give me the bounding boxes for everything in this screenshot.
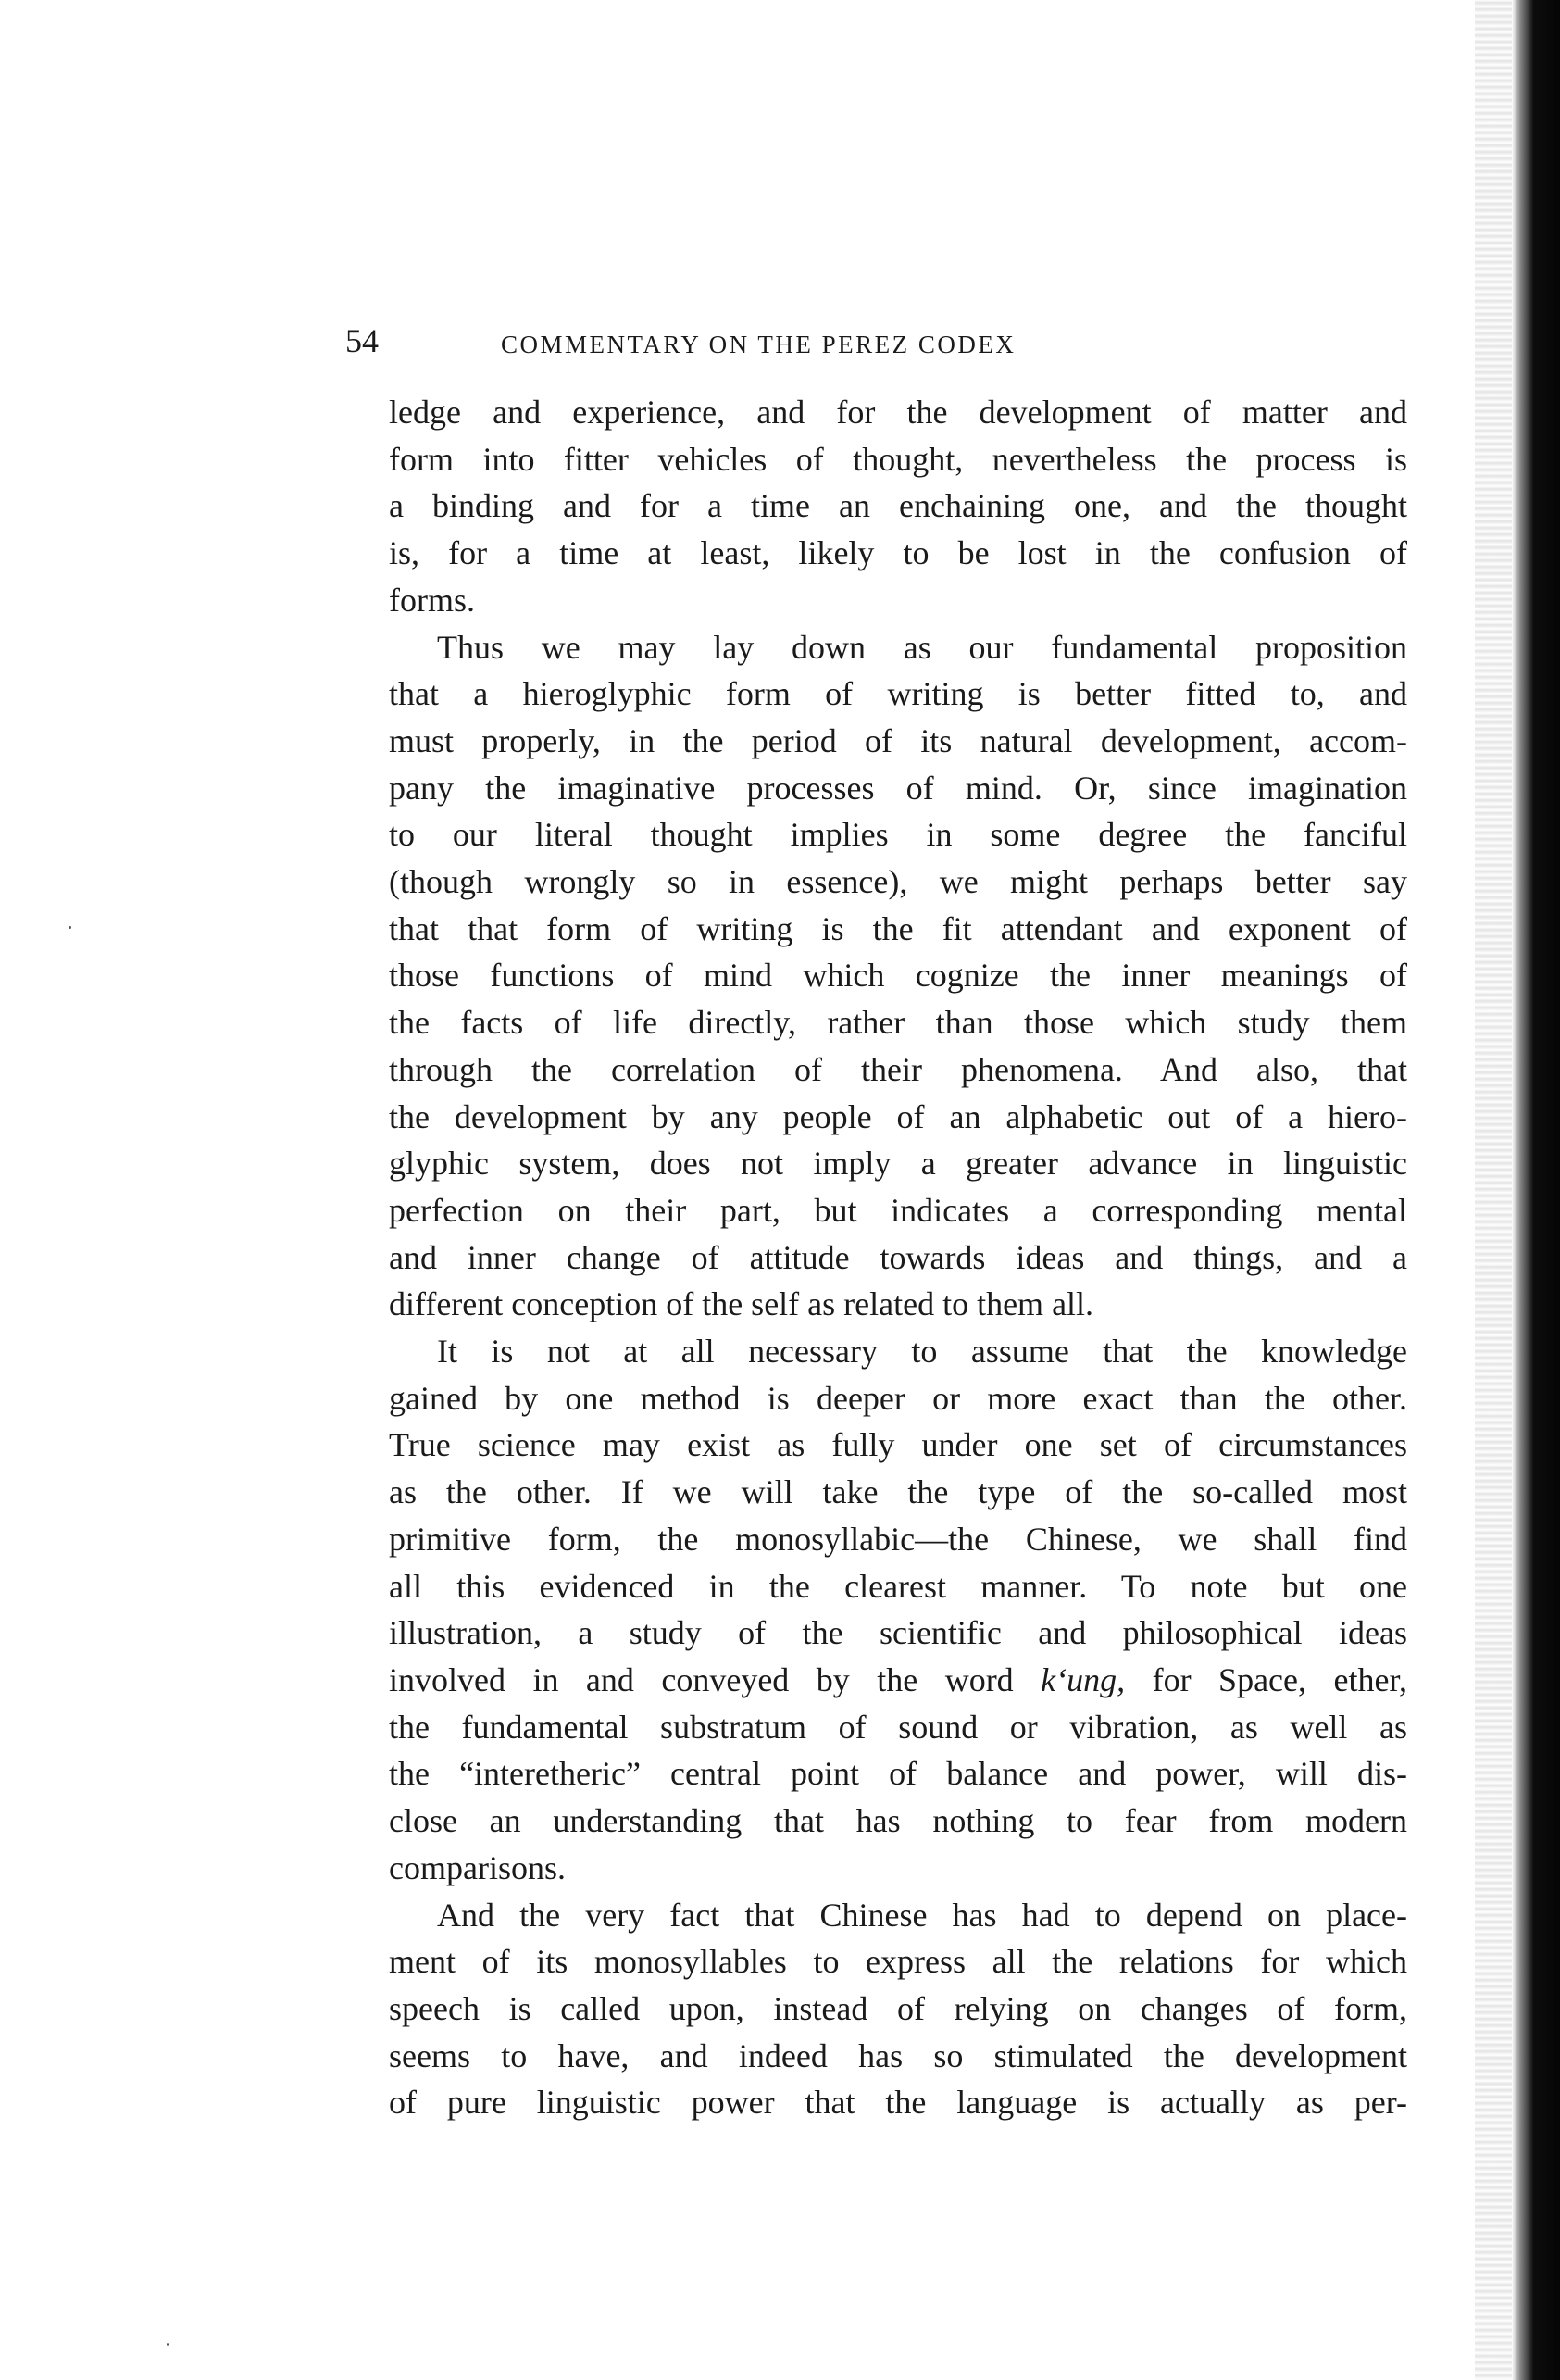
text-line: the fundamental substratum of sound or vibration, as well as — [389, 1708, 1407, 1746]
book-binding-edge — [1512, 0, 1560, 2380]
text-line: forms. — [389, 581, 475, 619]
text-line-kung — [389, 1657, 1407, 1704]
text-line: pany the imaginative processes of mind. Or, since imagination — [389, 769, 1407, 807]
text-line: that that form of writing is the fit attendant and exponent of — [389, 909, 1407, 947]
text-line: speech is called upon, instead of relying on changes of form, — [389, 1989, 1407, 2027]
text-line: It is not at all necessary to assume that the knowledge — [437, 1333, 1407, 1371]
text-line: ment of its monosyllables to express all the relations for which — [389, 1943, 1407, 1981]
text-line: through the correlation of their phenomena. And also, that — [389, 1050, 1407, 1088]
text-line: that a hieroglyphic form of writing is better fitted to, and — [389, 675, 1407, 713]
text-segment: involved in and conveyed by the word — [389, 1660, 1042, 1698]
text-line: gained by one method is deeper or more exact than the other. — [389, 1379, 1407, 1417]
page-number: 54 — [345, 322, 379, 359]
text-line: Thus we may lay down as our fundamental proposition — [437, 628, 1407, 666]
text-line: primitive form, the monosyllabic—the Chinese, we shall find — [389, 1520, 1407, 1558]
text-line: is, for a time at least, likely to be lost in the confusion of — [389, 534, 1407, 572]
text-line: of pure linguistic power that the language is actually as per- — [389, 2084, 1407, 2122]
text-line: different conception of the self as related to them all. — [389, 1285, 1094, 1323]
binding-shadow — [1475, 0, 1512, 2380]
running-head: COMMENTARY ON THE PEREZ CODEX — [501, 331, 1017, 358]
text-line: as the other. If we will take the type of the so-called most — [389, 1473, 1407, 1511]
text-line: seems to have, and indeed has so stimulated the development — [389, 2036, 1407, 2074]
italic-term: k‘ung, — [1041, 1660, 1126, 1698]
text-line: (though wrongly so in essence), we might perhaps better say — [389, 863, 1407, 901]
text-line: must properly, in the period of its natural development, accom- — [389, 721, 1407, 759]
scan-speck — [167, 2343, 169, 2346]
text-line: perfection on their part, but indicates a corresponding mental — [389, 1191, 1407, 1229]
text-line: And the very fact that Chinese has had to depend on place- — [437, 1896, 1407, 1934]
body-text — [389, 389, 1407, 2126]
paragraph — [389, 1328, 1407, 1891]
text-line: form into fitter vehicles of thought, nevertheless the process is — [389, 440, 1407, 478]
paragraph — [389, 1892, 1407, 2127]
text-line: and inner change of attitude towards ideas and things, and a — [389, 1238, 1407, 1276]
text-line: all this evidenced in the clearest manner. To note but one — [389, 1567, 1407, 1605]
page-header — [345, 318, 1179, 364]
paragraph — [389, 389, 1407, 624]
text-line: illustration, a study of the scientific and philosophical ideas — [389, 1614, 1407, 1652]
text-line: glyphic system, does not imply a greater advance in linguistic — [389, 1145, 1407, 1183]
text-line: a binding and for a time an enchaining one, and the thought — [389, 487, 1407, 525]
text-line: ledge and experience, and for the development of matter and — [389, 394, 1407, 431]
text-line: to our literal thought implies in some degree the fanciful — [389, 816, 1407, 854]
scan-speck — [69, 926, 71, 929]
paragraph — [389, 624, 1407, 1329]
text-line: the facts of life directly, rather than those which study them — [389, 1004, 1407, 1042]
text-segment: for Space, ether, — [1125, 1660, 1407, 1698]
text-line: True science may exist as fully under one set of circumstances — [389, 1426, 1407, 1464]
text-line: close an understanding that has nothing to fear from modern — [389, 1802, 1407, 1840]
text-line: the development by any people of an alphabetic out of a hiero- — [389, 1097, 1407, 1135]
text-line: those functions of mind which cognize the inner meanings of — [389, 957, 1407, 995]
text-line: comparisons. — [389, 1848, 566, 1886]
text-line: the “interetheric” central point of balance and power, will dis- — [389, 1755, 1407, 1793]
